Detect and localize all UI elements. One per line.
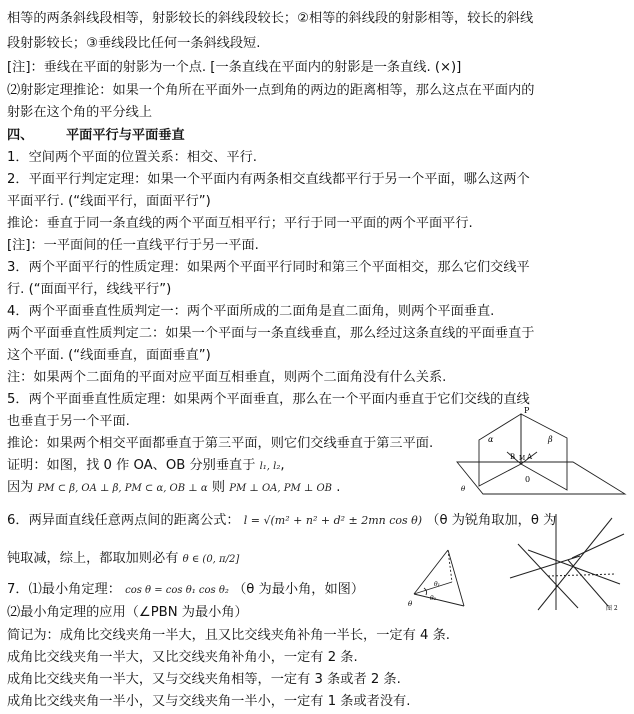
base-plane: [457, 462, 625, 494]
theorem-text: 7．⑴最小角定理：: [7, 582, 121, 597]
plane-alpha: [479, 414, 521, 486]
math-inline: PM ⊥ OA, PM ⊥ OB: [229, 483, 333, 494]
math-inline: cos θ = cos θ₁ cos θ₂: [125, 585, 229, 596]
math-inline: PM ⊂ β, OA ⊥ β, PM ⊂ α, OB ⊥ α: [37, 483, 208, 494]
label-theta: θ: [461, 485, 466, 493]
text-line: 简记为：成角比交线夹角一半大，且又比交线夹角补角一半长，一定有 4 条.: [7, 628, 450, 643]
text-line: 2．平面平行判定定理：如果一个平面内有两条相交直线都平行于另一个平面，哪么这两个: [7, 172, 530, 187]
text-line: 成角比交线夹角一半大，又比交线夹角补角小，一定有 2 条.: [7, 650, 358, 665]
text-line: 也垂直于另一个平面.: [7, 414, 130, 429]
distance-formula: l = √(m² + n² + d² ± 2mn cos θ): [243, 514, 423, 527]
math-inline: θ ∈ (0, π/2]: [182, 554, 240, 565]
text-line: [注]：一平面间的任一直线平行于另一平面.: [7, 238, 259, 253]
label-a: A: [527, 453, 533, 461]
text-line: 3．两个平面平行的性质定理：如果两个平面平行同时和第三个平面相交，那么它们交线平: [7, 260, 530, 275]
label-b: B: [510, 453, 516, 461]
text-line: 1．空间两个平面的位置关系：相交、平行.: [7, 150, 257, 165]
proof-text: 证明：如图，找 0 作 OA、OB 分别垂直于: [7, 458, 256, 473]
text-line: 推论：如果两个相交平面都垂直于第三平面，则它们交线垂直于第三平面.: [7, 436, 434, 451]
proof-text: 因为: [7, 480, 34, 495]
label-p: P: [524, 406, 530, 415]
text-line: ⑵射影定理推论：如果一个角所在平面外一点到角的两边的距离相等，那么这点在平面内的: [7, 83, 535, 98]
formula-text: 钝取减，综上，都取加则必有: [7, 551, 179, 566]
proof-line: [7, 479, 340, 498]
text-line: 段射影较长；③垂线段比任何一条斜线段短.: [7, 36, 261, 51]
text-line: 成角比交线夹角一半小，又与交线夹角一半小，一定有 1 条或者没有.: [7, 694, 411, 709]
text-line: [注]：垂线在平面的射影为一个点. [一条直线在平面内的射影是一条直线. (×)]: [7, 60, 462, 75]
label-alpha: α: [488, 435, 494, 444]
text-line: 推论：垂直于同一条直线的两个平面互相平行；平行于同一平面的两个平面平行.: [7, 216, 473, 231]
section-heading: [7, 127, 185, 145]
label-theta2: θ₂: [430, 595, 437, 602]
text-line: 射影在这个角的平分线上: [7, 105, 153, 120]
text-line: 4．两个平面垂直性质判定一：两个平面所成的二面角是直二面角，则两个平面垂直.: [7, 304, 495, 319]
section-number: 四、: [7, 128, 34, 143]
formula-line: [7, 512, 556, 530]
formula-line: [7, 550, 239, 569]
text-line: 成角比交线夹角一半大，又与交线夹角相等，一定有 3 条或者 2 条.: [7, 672, 401, 687]
min-angle-figure: [408, 548, 468, 610]
perpendicular-planes-figure: [455, 404, 627, 496]
text-line: 平面平行. (“线面平行，面面平行”): [7, 194, 211, 209]
label-theta: θ: [408, 600, 413, 608]
text-line: 两个平面垂直性质判定二：如果一个平面与一条直线垂直，那么经过这条直线的平面垂直于: [7, 326, 535, 341]
proof-then: 则: [211, 480, 226, 495]
math-inline: l₁, l₂: [259, 461, 281, 472]
punct: ,: [280, 458, 285, 473]
theorem-text: （θ 为最小角，如图）: [233, 582, 365, 597]
section-title: 平面平行与平面垂直: [65, 128, 185, 143]
line-star-figure: [508, 514, 626, 612]
figure-caption: 图 2: [606, 605, 618, 612]
text-line: 这个平面. (“线面垂直，面面垂直”): [7, 348, 211, 363]
punct: .: [336, 480, 341, 495]
label-o: 0: [525, 475, 531, 484]
theorem-line: [7, 581, 364, 600]
label-m: M: [519, 455, 526, 462]
label-theta1: θ₁: [434, 581, 441, 588]
formula-text: 6．两异面直线任意两点间的距离公式：: [7, 513, 240, 528]
text-line: 5．两个平面垂直性质定理：如果两个平面垂直，那么在一个平面内垂直于它们交线的直线: [7, 392, 530, 407]
text-line: 行. (“面面平行，线线平行”): [7, 282, 172, 297]
text-line: 相等的两条斜线段相等，射影较长的斜线段较长；②相等的斜线段的射影相等，较长的斜线: [7, 11, 534, 26]
label-beta: β: [548, 435, 553, 444]
text-line: 注：如果两个二面角的平面对应平面互相垂直，则两个二面角没有什么关系.: [7, 370, 447, 385]
text-line: ⑵最小角定理的应用（∠PBN 为最小角）: [7, 605, 248, 620]
formula-tail: （θ 为锐角取加，θ 为: [426, 513, 557, 528]
proof-line: [7, 457, 285, 476]
